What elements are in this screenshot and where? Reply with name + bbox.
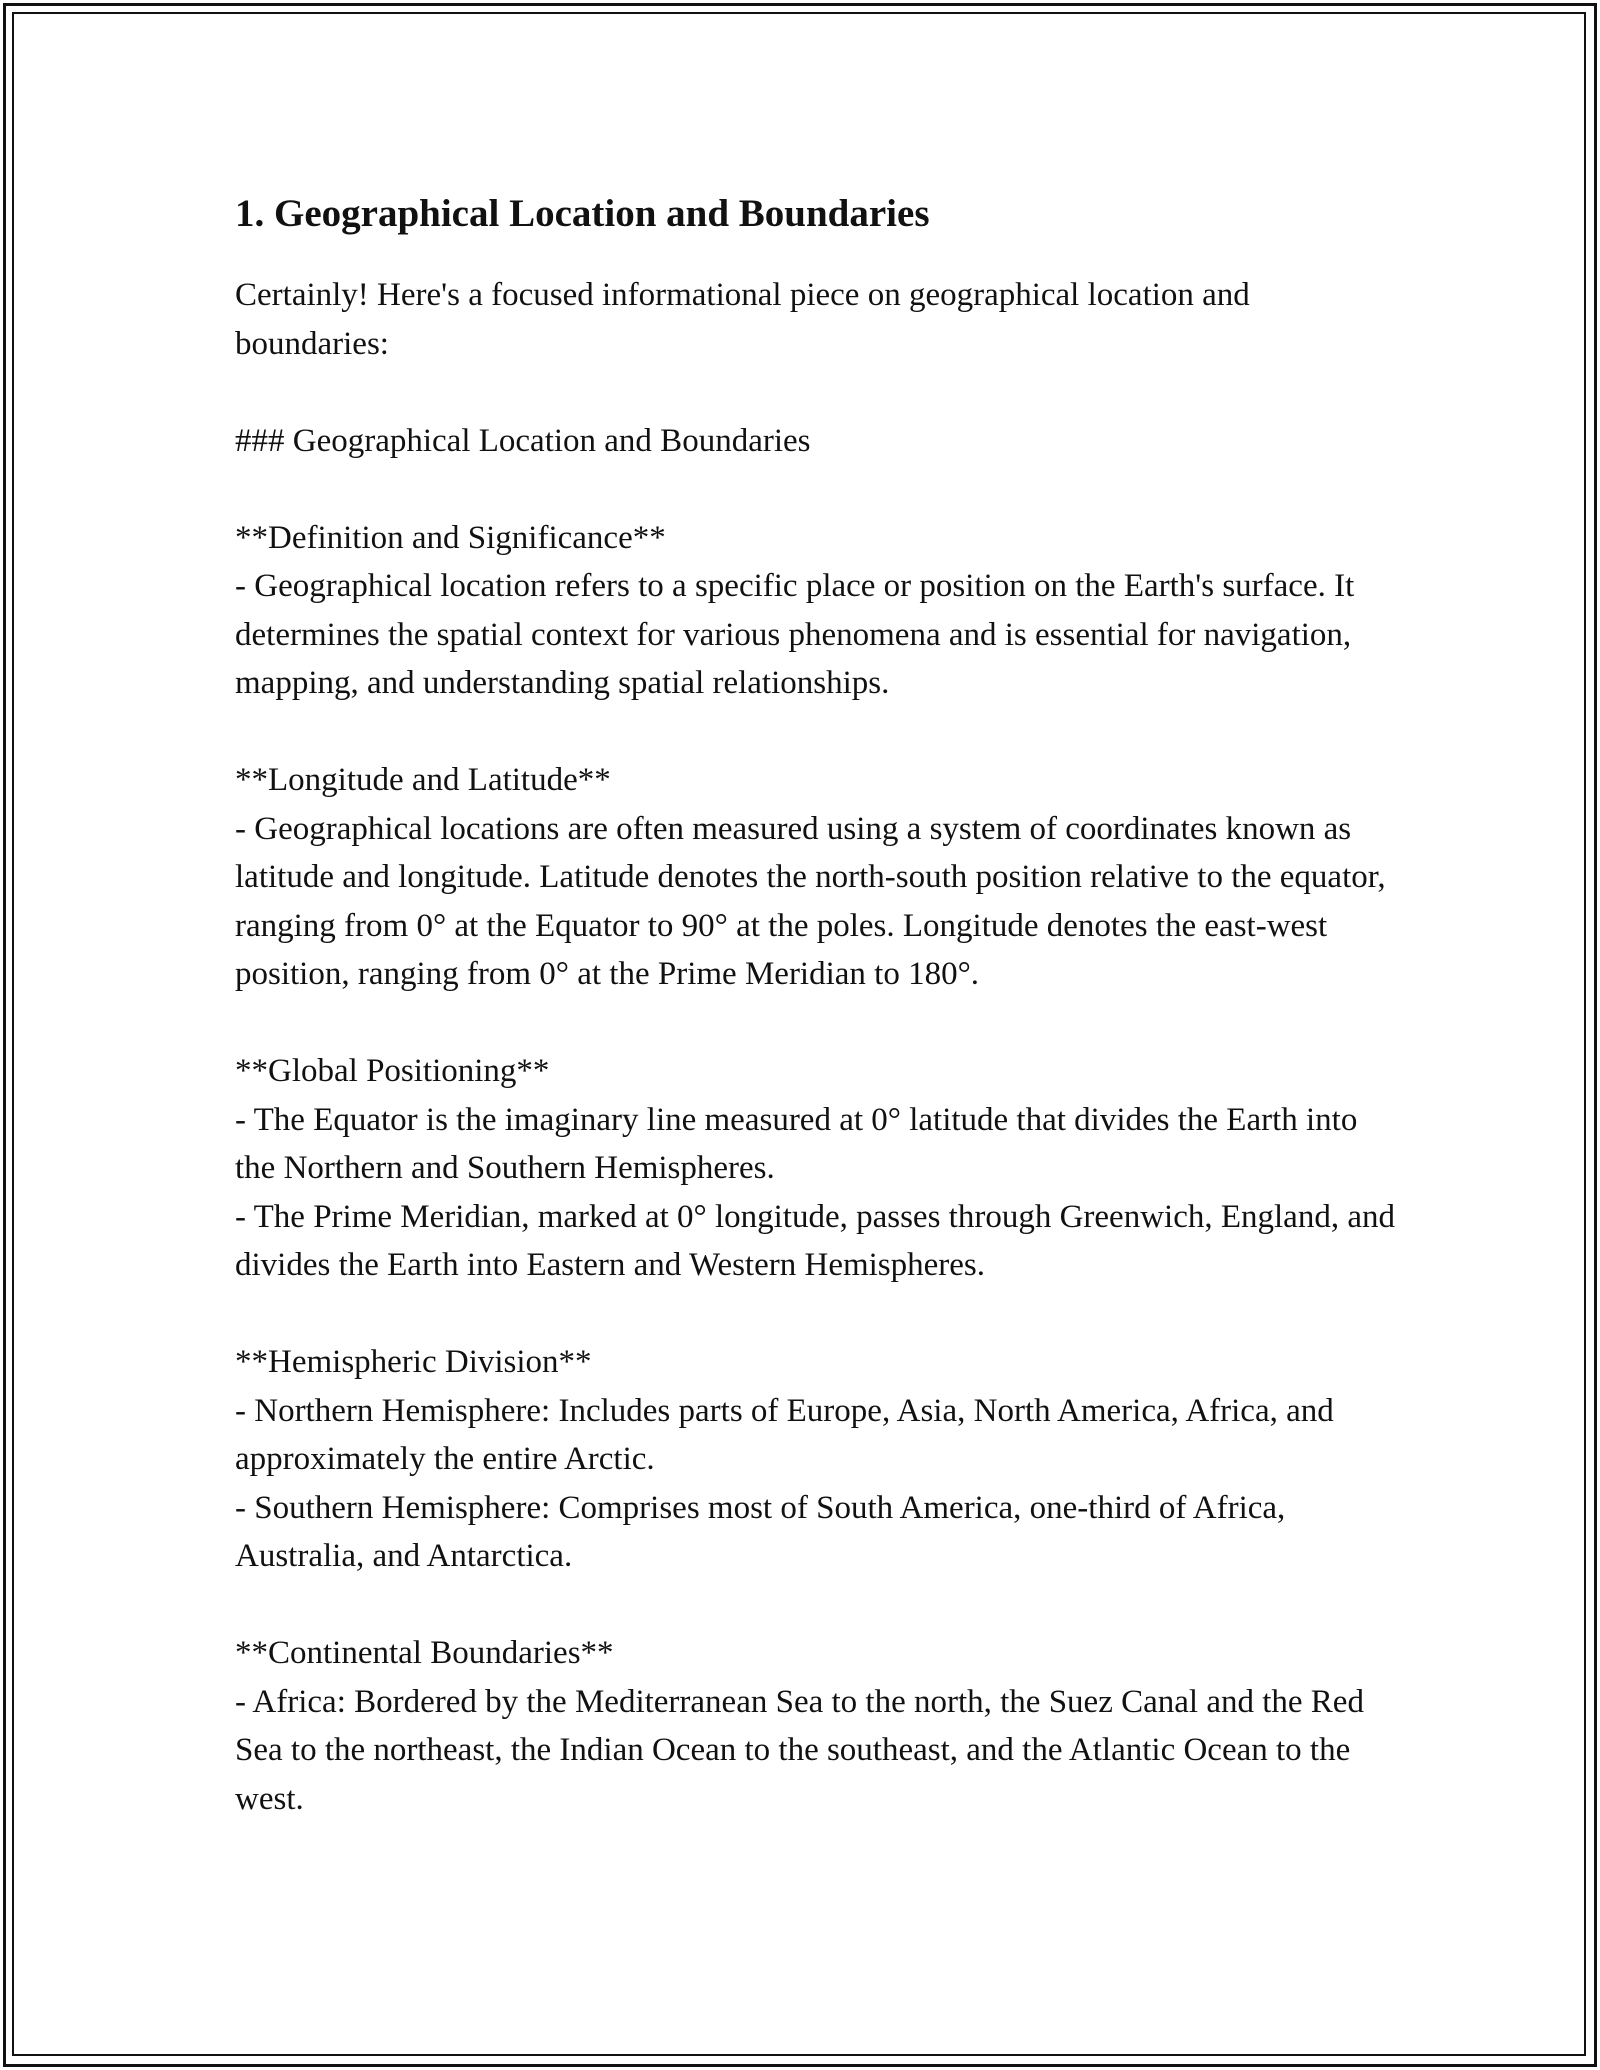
section-line: - Africa: Bordered by the Mediterranean Sea to the north, the Suez Canal and the Red Sea to the northeast, the Indian Ocean to the southeast, and the Atlantic Ocean to the west. (235, 1683, 1364, 1817)
subheading: ### Geographical Location and Boundaries (235, 422, 811, 459)
page-title: 1. Geographical Location and Boundaries (235, 192, 930, 235)
section-continental-boundaries (235, 1629, 1395, 1823)
section-line: - The Equator is the imaginary line measured at 0° latitude that divides the Earth into the Northern and Southern Hemispheres. (235, 1101, 1358, 1186)
section-line: - Geographical locations are often measured using a system of coordinates known as latitude and longitude. Latitude denotes the north-south position relative to the equator, ranging from 0° at the Equator to 90° at the poles. Longitude denotes the east-west position, ranging from 0° at the Prime Meridian to 180°. (235, 810, 1386, 992)
section-global-positioning (235, 1047, 1395, 1290)
subheading-block (235, 417, 1395, 466)
intro-paragraph: Certainly! Here's a focused informational piece on geographical location and boundaries: (235, 277, 1250, 362)
section-hemispheric-division (235, 1338, 1395, 1581)
section-definition (235, 514, 1395, 708)
section-heading: **Global Positioning** (235, 1053, 550, 1089)
intro-block (235, 271, 1395, 368)
section-longitude-latitude (235, 756, 1395, 999)
section-heading: **Definition and Significance** (235, 519, 666, 556)
section-heading: **Hemispheric Division** (235, 1344, 592, 1380)
section-heading: **Continental Boundaries** (235, 1635, 614, 1671)
section-heading: **Longitude and Latitude** (235, 762, 611, 798)
section-line: - Northern Hemisphere: Includes parts of Europe, Asia, North America, Africa, and approximately the entire Arctic. (235, 1392, 1334, 1477)
section-line: - Southern Hemisphere: Comprises most of South America, one-third of Africa, Australia, and Antarctica. (235, 1489, 1286, 1574)
document-body (235, 185, 1395, 1872)
section-line: - Geographical location refers to a specific place or position on the Earth's surface. It determines the spatial context for various phenomena and is essential for navigation, mapping, and understanding spatial relationships. (235, 568, 1355, 701)
section-line: - The Prime Meridian, marked at 0° longitude, passes through Greenwich, England, and divides the Earth into Eastern and Western Hemispheres. (235, 1198, 1395, 1283)
